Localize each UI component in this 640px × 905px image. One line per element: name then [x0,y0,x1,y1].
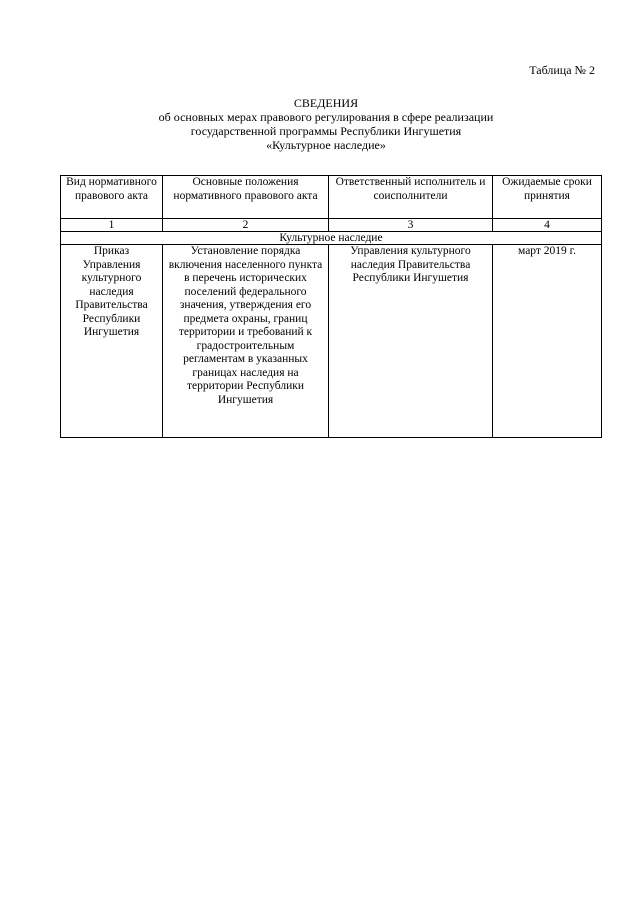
cell-deadline: март 2019 г. [493,245,602,438]
table-header-row [61,176,602,219]
header-act-type: Вид нормативного правового акта [61,176,163,219]
regulation-measures-table [60,175,602,438]
table-row [61,245,602,438]
subtitle-line: об основных мерах правового регулирования в сфере реализации [158,110,494,124]
cell-act-type: Приказ Управления культурного наследия Правительства Республики Ингушетия [61,245,163,438]
document-heading [0,96,640,152]
column-number: 3 [329,219,493,232]
subtitle-line: государственной программы Республики Ингушетия [190,124,462,138]
column-number-row [61,219,602,232]
column-number: 1 [61,219,163,232]
header-deadline: Ожидаемые сроки принятия [493,176,602,219]
document-title: СВЕДЕНИЯ [293,96,359,110]
column-number: 2 [163,219,329,232]
column-number: 4 [493,219,602,232]
cell-executor: Управления культурного наследия Правительства Республики Ингушетия [329,245,493,438]
header-provisions: Основные положения нормативного правового акта [163,176,329,219]
section-row [61,232,602,245]
table-number: Таблица № 2 [529,63,595,77]
cell-provisions: Установление порядка включения населенного пункта в перечень исторических поселений федерального значения, утверждения его предмета охраны, границ территории и требований к градостроительным регламентам в указанных границах наследия на территории Республики Ингушетия [163,245,329,438]
subtitle-line: «Культурное наследие» [266,138,386,152]
section-title: Культурное наследие [61,232,602,245]
header-executor: Ответственный исполнитель и соисполнители [329,176,493,219]
